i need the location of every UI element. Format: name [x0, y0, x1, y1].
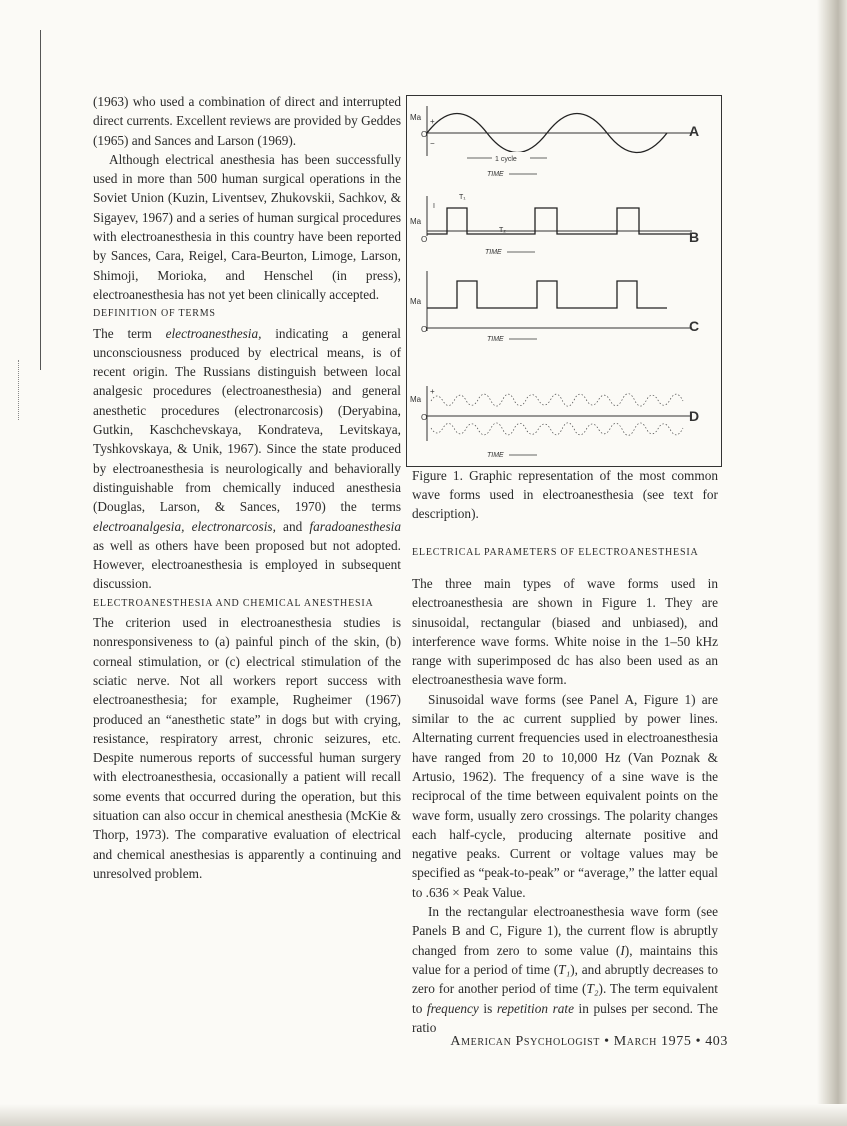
- panel-a: [410, 106, 699, 178]
- paragraph: Sinusoidal wave forms (see Panel A, Figure 1) are similar to the ac current supplied by power lines. Alternating current frequencies used in electroanesthesia have ranged from 20 to 10,000 Hz (Van Poznak & Artusio, 1962). The frequency of a sine wave is the reciprocal of the time between equivalent points on the wave form, usually zero crossings. The polarity changes each half-cycle, producing alternate positive and negative peaks. Current or voltage values may be specified as “peak-to-peak” or “average,” the latter equal to .636 × Peak Value.: [412, 691, 718, 900]
- paragraph-definition: The term electroanesthesia, indicating a general unconsciousness produced by electrical means, is of recent origin. The Russians distinguish between local analgesic procedures (electroanesthesia) and general anesthetic procedures (electronarcosis) (Deryabina, Gutkin, Kaschchevskaya, Kondrateva, Levitskaya, Tyshkovskaya, & Unik, 1967). Since the state produced by electroanesthesia is neurologically and behaviorally distinguishable from chemically induced anesthesia (Douglas, Larson, & Sances, 1970) the terms electroanalgesia, electronarcosis, and faradoanesthesia as well as others have been proposed but not adopted. However, electroanesthesia is employed in subsequent discussion.: [93, 325, 401, 592]
- issue-date: March 1975: [613, 1034, 692, 1049]
- interference-wave-bottom: [431, 423, 683, 436]
- panel-label-b: B: [689, 229, 700, 245]
- scan-left-dots: [18, 360, 27, 420]
- panel-b: [410, 194, 699, 256]
- time-label-d: TIME: [487, 452, 504, 459]
- panel-label-d: D: [689, 408, 700, 424]
- rectangular-wave-c: [427, 281, 667, 308]
- scan-bottom-edge: [0, 1104, 847, 1126]
- page-number: 403: [705, 1034, 728, 1049]
- zero-label-a: O: [421, 130, 428, 139]
- rectangular-wave-b: [427, 208, 692, 234]
- axis-label-d: Ma: [410, 395, 422, 404]
- separator: •: [604, 1034, 610, 1049]
- time-label-c: TIME: [487, 336, 504, 343]
- cycle-label: 1 cycle: [495, 156, 517, 163]
- section-heading-definition: DEFINITION OF TERMS: [93, 308, 216, 320]
- panel-label-a: A: [689, 123, 700, 139]
- zero-label-b: O: [421, 235, 428, 244]
- separator: •: [695, 1034, 702, 1049]
- section-heading-chemical: ELECTROANESTHESIA AND CHEMICAL ANESTHESIA: [93, 597, 374, 609]
- i-label: I: [433, 203, 435, 210]
- page-footer: [428, 1034, 728, 1050]
- t2-label: T₂: [499, 227, 506, 234]
- axis-label-a: Ma: [410, 113, 422, 122]
- journal-name: American Psychologist: [450, 1034, 600, 1049]
- plus-label-d: +: [430, 387, 435, 396]
- minus-label-a: −: [430, 139, 435, 148]
- scan-left-rule: [40, 30, 41, 370]
- axis-label-b: Ma: [410, 217, 422, 226]
- paragraph: Although electrical anesthesia has been successfully used in more than 500 human surgical operations in the Soviet Union (Kuzin, Liventsev, Zhukovskii, Sachkov, & Sigayev, 1967) and a series of human surgical procedures with electroanesthesia in this country have been reported by Sances, Cara, Reigel, Cara-Beurton, Limoge, Larson, Shimoji, Morioka, and Henschel (in press), electroanesthesia has not yet been clinically accepted.: [93, 151, 401, 302]
- zero-label-d: O: [421, 413, 428, 422]
- left-column: [93, 92, 401, 883]
- zero-label-c: O: [421, 325, 428, 334]
- interference-wave-top: [431, 394, 683, 407]
- time-label-a: TIME: [487, 171, 504, 178]
- t1-label: T₁: [459, 194, 466, 201]
- paragraph: The criterion used in electroanesthesia studies is nonresponsiveness to (a) painful pinch of the skin, (b) corneal stimulation, or (c) electrical stimulation of the sciatic nerve. Not all workers report success with electroanesthesia; for example, Rugheimer (1967) produced an “anesthetic state” in dogs but with crying, resistance, respiratory arrest, chronic seizures, etc. Despite numerous reports of successful human surgery with electroanesthesia, occasionally a patient will recall some events that occurred during the operation, but this situation can also occur in chemical anesthesia (McKie & Thorp, 1973). The comparative evaluation of electrical and chemical anesthesias is apparently a continuing and unresolved problem.: [93, 615, 401, 881]
- scan-binding-edge: [817, 0, 847, 1126]
- panel-label-c: C: [689, 318, 700, 334]
- axis-label-c: Ma: [410, 297, 422, 306]
- paragraph: The three main types of wave forms used in electroanesthesia are shown in Figure 1. They are sinusoidal, rectangular (biased and unbiased), and interference wave forms. White noise in the 1–50 kHz range with superimposed dc has also been used as an electroanesthesia wave form.: [412, 576, 718, 688]
- paragraph: (1963) who used a combination of direct and interrupted direct currents. Excellent reviews are provided by Geddes (1965) and Sances and Larson (1969).: [93, 94, 401, 148]
- right-column: [412, 574, 718, 1037]
- paragraph-rectangular: In the rectangular electroanesthesia wave form (see Panels B and C, Figure 1), the current flow is abruptly changed from zero to some value (I), maintains this value for a period of time (T₁), and abruptly decreases to zero for another period of time (T₂). The term equivalent to frequency is repetition rate in pulses per second. The ratio: [412, 904, 719, 1035]
- time-label-b: TIME: [485, 249, 502, 256]
- section-heading-parameters: ELECTRICAL PARAMETERS OF ELECTROANESTHESIA: [412, 547, 699, 558]
- plus-label-a: +: [430, 117, 435, 126]
- figure-caption: Figure 1. Graphic representation of the most common wave forms used in electroanesthesia (see text for description).: [412, 468, 718, 521]
- panel-d: [410, 386, 699, 459]
- panel-c: [410, 271, 699, 343]
- figure-1-waveforms: [406, 95, 722, 467]
- waveform-diagram: [407, 96, 721, 466]
